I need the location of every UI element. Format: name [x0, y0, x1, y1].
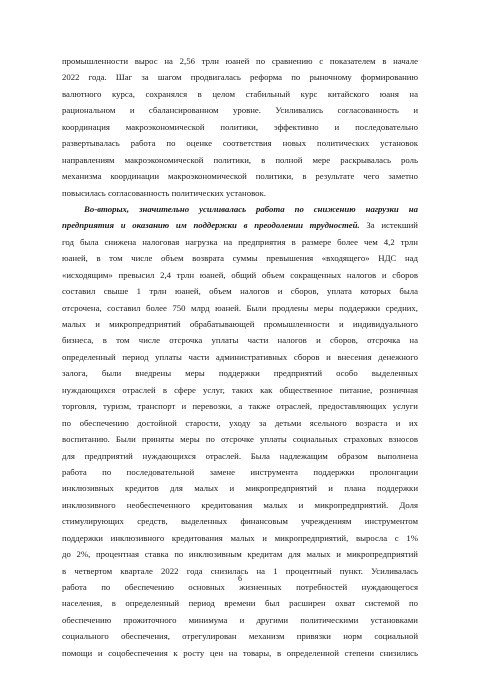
body-text [62, 53, 418, 661]
text-line: залога, были внедрены меры поддержки предприятий особо выделенных [62, 368, 418, 379]
text-line: отсрочена, составил более 750 млрд юаней. Были продлены меры поддержки средних, [62, 302, 418, 313]
text-line: рациональном и сбалансированном уровне. Усиливались согласованность и [62, 105, 418, 116]
text-line: составил свыше 1 трлн юаней, объем налогов и сборов, уплата которых была [62, 286, 418, 297]
text-line: определенный период уплаты части административных сборов и внесения денежного [62, 351, 418, 362]
text-line: обеспечению прожиточного минимума и другими политическими установками [62, 614, 418, 625]
text-line: инклюзивных кредитов для малых и микропредприятий и плана поддержки [62, 483, 418, 494]
text-line: нуждающихся отраслей в сфере услуг, таких как общественное питание, розничная [62, 384, 418, 395]
text-line: в четвертом квартале 2022 года снизилась на 1 процентный пункт. Усиливалась [62, 565, 418, 576]
paragraph-2 [62, 201, 418, 661]
text-line: «исходящим» превысил 2,4 трлн юаней, общий объем сокращенных налогов и сборов [62, 269, 418, 280]
text-line: повысилась согласованность политических установок. [62, 187, 266, 198]
text-line: бизнеса, в том числе отсрочка уплаты части налогов и сборов, отсрочка на [62, 335, 418, 346]
text-line: инклюзивного необеспеченного кредитования малых и микропредприятий. Доля [62, 499, 418, 510]
text-line: населения, в определенный период времени был расширен охват системой по [62, 598, 418, 609]
text-line: по обеспечению достойной старости, уходу за детьми ясельного возраста и их [62, 417, 418, 428]
text-line: социального обеспечения, отрегулирован механизм привязки норм социальной [62, 631, 418, 642]
text-line [62, 217, 418, 233]
text-line: направлениям макроэкономической политики, в полной мере раскрывалась роль [62, 154, 418, 165]
text-line: воспитанию. Были приняты меры по отсрочке уплаты социальных страховых взносов [62, 434, 418, 445]
text-line: малых и микропредприятий обрабатывающей промышленности и индивидуального [62, 319, 418, 329]
text-line: 2022 года. Шаг за шагом продвигалась реформа по рыночному формированию [62, 72, 418, 83]
text-line: поддержки инклюзивного кредитования малых и микропредприятий, выросла с 1% [62, 532, 418, 543]
text-line: координация макроэкономической политики, эффективно и последовательно [62, 121, 418, 132]
text-line: помощи и соцобеспечения к росту цен на товары, в определенной степени снизились [62, 647, 418, 658]
text-line: промышленности вырос на 2,56 трлн юаней по сравнению с показателем в начале [62, 56, 418, 66]
page-number: 6 [238, 574, 242, 583]
paragraph-lead-heading: Во-вторых, значительно усиливалась работа по снижению нагрузки на [84, 203, 418, 214]
text-line: стимулирующих средств, выделенных финансовым учреждениям инструментом [62, 516, 418, 527]
text-line: до 2%, процентная ставка по инклюзивным кредитам для малых и микропредприятий [62, 549, 418, 560]
text-line: работа по обеспечению основных жизненных потребностей нуждающегося [62, 582, 418, 592]
text-line: механизма координации макроэкономической политики, в результате чего заметно [62, 171, 418, 182]
text-line: работа по последовательной замене инструмента поддержки пролонгации [62, 466, 418, 477]
text-line: для предприятий нуждающихся отраслей. Была надлежащим образом выполнена [62, 450, 418, 461]
text-line: юаней, в том числе объем возврата суммы превышения «входящего» НДС над [62, 253, 418, 264]
paragraph-1 [62, 53, 418, 201]
paragraph-lead-heading: предприятия и оказанию им поддержки в преодолении трудностей. [62, 220, 360, 231]
text-line: развертывалась работа по оценке соответствия новых политических установок [62, 138, 418, 149]
text-line: валютного курса, сохранялся в целом стабильный курс китайского юаня на [62, 88, 418, 99]
text-fragment: За истекший [359, 220, 418, 231]
text-line: торговля, туризм, транспорт и перевозки, а также отраслей, предоставляющих услуги [62, 401, 418, 412]
text-line: год была снижена налоговая нагрузка на предприятия в размере более чем 4,2 трлн [62, 236, 418, 247]
